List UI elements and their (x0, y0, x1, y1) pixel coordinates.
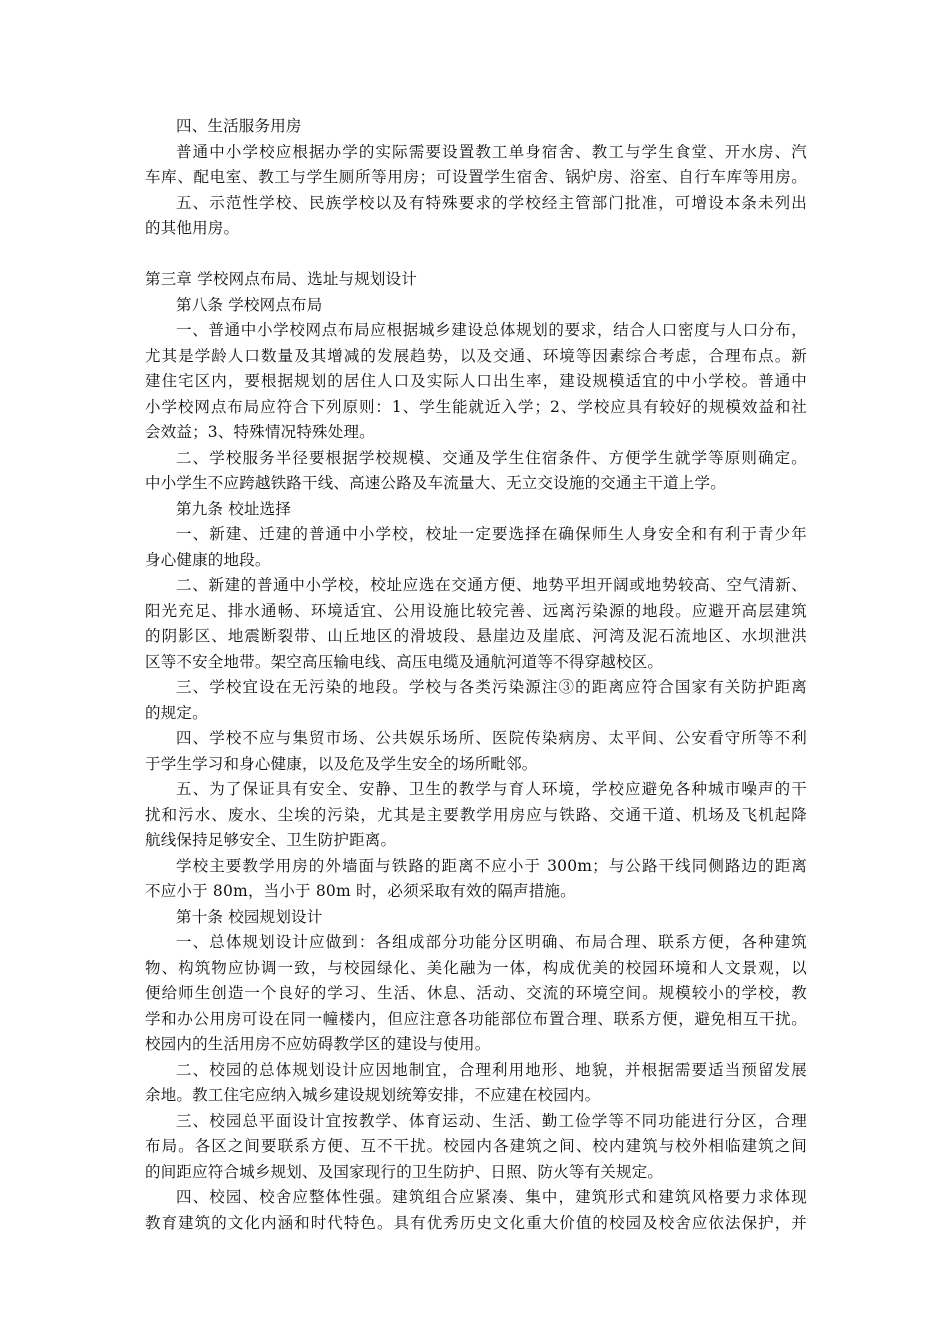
text-line: 余地。教工住宅应纳入城乡建设规划统筹安排，不应建在校园内。 (145, 1086, 601, 1104)
text-line: 物、构筑物应协调一致，与校园绿化、美化融为一体，构成优美的校园环境和人文景观，以 (145, 958, 807, 977)
text-line: 五、示范性学校、民族学校以及有特殊要求的学校经主管部门批准，可增设本条未列出 (176, 193, 807, 212)
text-line: 二、校园的总体规划设计应因地制宜，合理利用地形、地貌，并根据需要适当预留发展 (176, 1060, 807, 1079)
text-line: 四、生活服务用房 (176, 117, 302, 135)
text-line: 的规定。 (145, 703, 208, 722)
text-line: 车库、配电室、教工与学生厕所等用房；可设置学生宿舍、锅炉房、浴室、自行车库等用房。 (145, 168, 807, 186)
text-line: 四、学校不应与集贸市场、公共娱乐场所、医院传染病房、太平间、公安看守所等不利 (176, 729, 807, 747)
text-line: 第三章 学校网点布局、选址与规划设计 (145, 270, 418, 288)
text-line: 不应小于 80m，当小于 80m 时，必须采取有效的隔声措施。 (145, 882, 576, 900)
text-line: 二、学校服务半径要根据学校规模、交通及学生住宿条件、方便学生就学等原则确定。 (176, 448, 807, 467)
text-line: 扰和污水、废水、尘埃的污染，尤其是主要教学用房应与铁路、交通干道、机场及飞机起降 (145, 805, 807, 824)
text-line: 的阴影区、地震断裂带、山丘地区的滑坡段、悬崖边及崖底、河湾及泥石流地区、水坝泄洪 (145, 627, 807, 645)
text-line: 于学生学习和身心健康，以及危及学生安全的场所毗邻。 (145, 754, 538, 773)
text-line: 第十条 校园规划设计 (176, 907, 323, 926)
text-line: 区等不安全地带。架空高压输电线、高压电缆及通航河道等不得穿越校区。 (145, 652, 664, 671)
text-line: 学和办公用房可设在同一幢楼内，但应注意各功能部位布置合理、联系方便，避免相互干扰。 (145, 1009, 807, 1028)
text-line: 第八条 学校网点布局 (176, 295, 323, 314)
text-line: 阳光充足、排水通畅、环境适宜、公用设施比较完善、远离污染源的地段。应避开高层建筑 (145, 601, 807, 620)
text-line: 的其他用房。 (145, 219, 240, 237)
document-page (145, 114, 807, 1236)
text-line: 小学校网点布局应符合下列原则：1、学生能就近入学；2、学校应具有较好的规模效益和社 (145, 397, 807, 416)
text-line: 校园内的生活用房不应妨碍教学区的建设与使用。 (145, 1035, 491, 1053)
text-line: 的间距应符合城乡规划、及国家现行的卫生防护、日照、防火等有关规定。 (145, 1162, 664, 1181)
text-line: 身心健康的地段。 (145, 550, 271, 569)
text-line: 航线保持足够安全、卫生防护距离。 (145, 831, 397, 849)
text-line: 一、新建、迁建的普通中小学校，校址一定要选择在确保师生人身安全和有利于青少年 (176, 525, 807, 543)
text-line: 教育建筑的文化内涵和时代特色。具有优秀历史文化重大价值的校园及校舍应依法保护，并 (145, 1213, 807, 1232)
text-line: 尤其是学龄人口数量及其增减的发展趋势，以及交通、环境等因素综合考虑，合理布点。新 (145, 346, 807, 365)
text-line: 四、校园、校舍应整体性强。建筑组合应紧凑、集中，建筑形式和建筑风格要力求体现 (176, 1188, 807, 1206)
text-line: 普通中小学校应根据办学的实际需要设置教工单身宿舍、教工与学生食堂、开水房、汽 (176, 142, 807, 161)
text-line: 建住宅区内，要根据规划的居住人口及实际人口出生率，建设规模适宜的中小学校。普通中 (145, 372, 807, 390)
blank-line (145, 242, 807, 268)
text-line: 三、学校宜设在无污染的地段。学校与各类污染源注③的距离应符合国家有关防护距离 (176, 678, 807, 696)
text-line: 布局。各区之间要联系方便、互不干扰。校园内各建筑之间、校内建筑与校外相临建筑之间 (145, 1137, 807, 1155)
text-line: 中小学生不应跨越铁路干线、高速公路及车流量大、无立交设施的交通主干道上学。 (145, 474, 726, 492)
text-line: 会效益；3、特殊情况特殊处理。 (145, 423, 375, 441)
text-line: 五、为了保证具有安全、安静、卫生的教学与育人环境，学校应避免各种城市噪声的干 (176, 780, 807, 798)
text-line: 第九条 校址选择 (176, 499, 292, 518)
text-line: 一、总体规划设计应做到：各组成部分功能分区明确、布局合理、联系方便，各种建筑 (176, 933, 807, 951)
text-line: 三、校园总平面设计宜按教学、体育运动、生活、勤工俭学等不同功能进行分区，合理 (176, 1111, 807, 1130)
text-line: 二、新建的普通中小学校，校址应选在交通方便、地势平坦开阔或地势较高、空气清新、 (176, 576, 807, 594)
text-line: 学校主要教学用房的外墙面与铁路的距离不应小于 300m；与公路干线同侧路边的距离 (176, 856, 807, 875)
text-line: 便给师生创造一个良好的学习、生活、休息、活动、交流的环境空间。规模较小的学校，教 (145, 984, 807, 1002)
text-line: 一、普通中小学校网点布局应根据城乡建设总体规划的要求，结合人口密度与人口分布， (176, 321, 807, 339)
